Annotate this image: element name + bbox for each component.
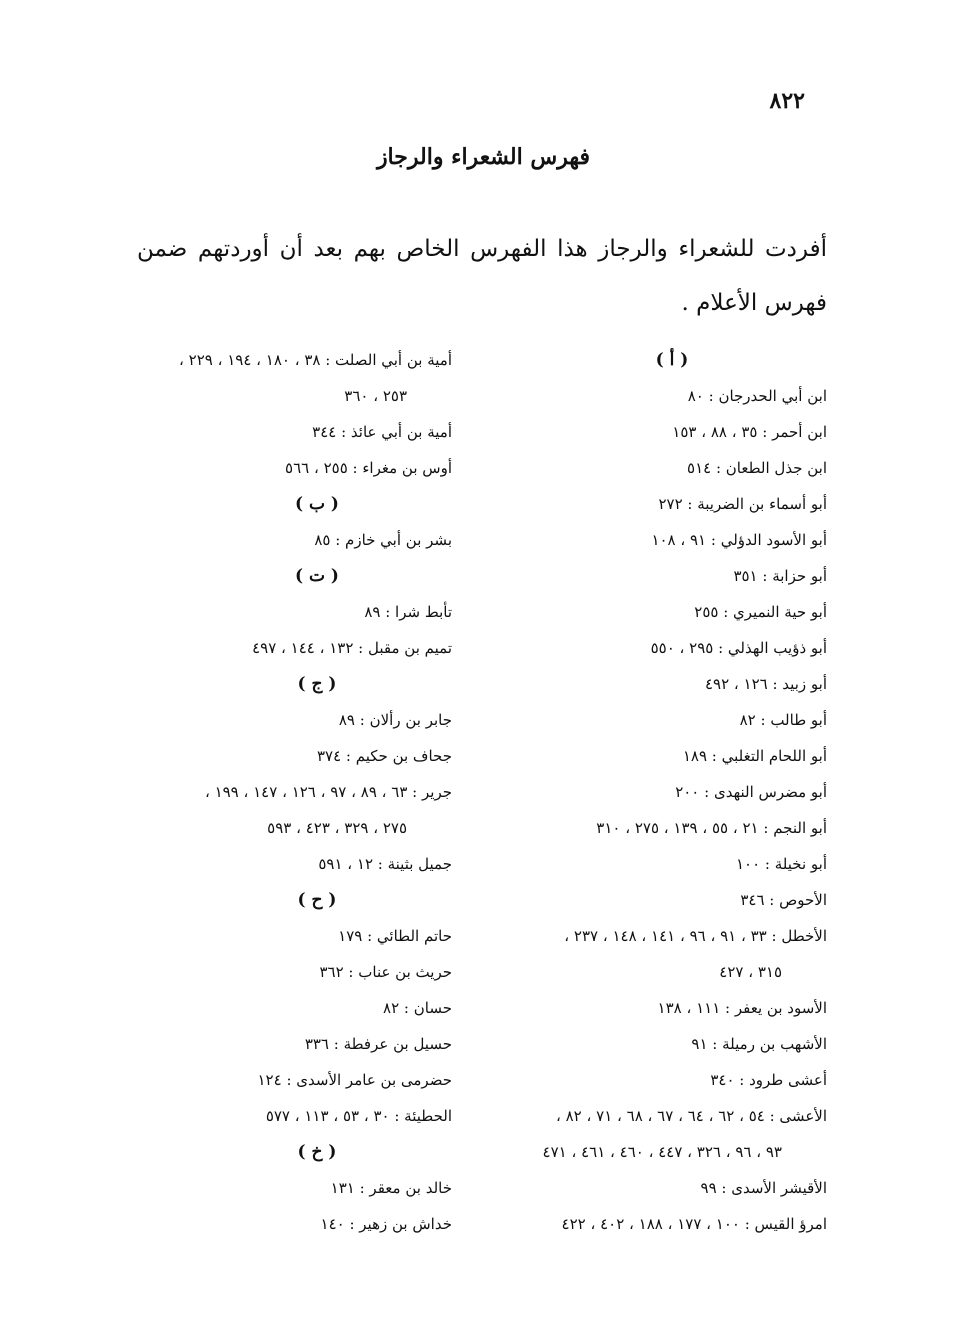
index-entry: جابر بن رألان : ٨٩ [338,711,452,729]
index-entry: ابن أحمر : ٣٥ ، ٨٨ ، ١٥٣ [672,423,827,441]
index-entry: تأبط شرا : ٨٩ [364,603,452,621]
index-entry: أبو طالب : ٨٢ [739,711,827,729]
intro-paragraph: أفردت للشعراء والرجاز هذا الفهرس الخاص بهم بعد أن أوردتهم ضمن فهرس الأعلام . [137,236,827,316]
index-entry: حضرمى بن عامر الأسدى : ١٢٤ [257,1071,452,1089]
index-entry: خداش بن زهير : ١٤٠ [320,1215,452,1233]
index-entry: أبو أسماء بن الضريبة : ٢٧٢ [658,495,827,513]
letter-heading: ( ب ) [295,494,339,514]
index-entry-continuation: ٢٧٥ ، ٣٢٩ ، ٤٢٣ ، ٥٩٣ [267,819,407,837]
index-entry: ابن أبي الحدرجان : ٨٠ [687,387,827,405]
index-column-left [112,342,452,1242]
index-entry: بشر بن أبي خازم : ٨٥ [314,531,452,549]
letter-heading: ( ج ) [297,674,337,694]
letter-heading: ( أ ) [655,350,689,370]
index-entry: حريث بن عناب : ٣٦٢ [319,963,452,981]
index-entry: الأخطل : ٣٣ ، ٩١ ، ٩٦ ، ١٤١ ، ١٤٨ ، ٢٣٧ ، [564,927,827,945]
index-entry: حسان : ٨٢ [383,999,452,1017]
index-entry: الأسود بن يعفر : ١١١ ، ١٣٨ [657,999,827,1017]
index-entry: الحطيئة : ٣٠ ، ٥٣ ، ١١٣ ، ٥٧٧ [265,1107,452,1125]
index-entry: تميم بن مقبل : ١٣٢ ، ١٤٤ ، ٤٩٧ [252,639,452,657]
index-entry: أبو حية النميري : ٢٥٥ [694,603,827,621]
index-entry-continuation: ٢٥٣ ، ٣٦٠ [344,387,407,405]
index-entry: ابن جذل الطعان : ٥١٤ [687,459,827,477]
page-title: فهرس الشعراء والرجاز [376,144,591,170]
index-entry: أعشى طرود : ٣٤٠ [710,1071,827,1089]
index-entry: أبو نخيلة : ١٠٠ [735,855,827,873]
index-entry: الأشهب بن رميلة : ٩١ [691,1035,827,1053]
index-entry-continuation: ٩٣ ، ٩٦ ، ٣٢٦ ، ٤٤٧ ، ٤٦٠ ، ٤٦١ ، ٤٧١ [542,1143,782,1161]
index-entry: أمية بن أبي عائذ : ٣٤٤ [312,423,452,441]
page-number: ٨٢٢ [769,88,805,114]
letter-heading: ( خ ) [297,1142,337,1162]
index-column-right [487,342,827,1242]
index-entry: الأحوص : ٣٤٦ [740,891,827,909]
index-entry: حسيل بن عرفطة : ٣٣٦ [304,1035,452,1053]
index-entry: خالد بن معقر : ١٣١ [330,1179,452,1197]
index-entry: جرير : ٦٣ ، ٨٩ ، ٩٧ ، ١٢٦ ، ١٤٧ ، ١٩٩ ، [204,783,452,801]
index-entry: أبو الأسود الدؤلي : ٩١ ، ١٠٨ [651,531,827,549]
letter-heading: ( ح ) [297,890,337,910]
index-entry: أبو النجم : ٢١ ، ٥٥ ، ١٣٩ ، ٢٧٥ ، ٣١٠ [596,819,827,837]
index-entry: جميل بثينة : ١٢ ، ٥٩١ [318,855,452,873]
index-entry-continuation: ٣١٥ ، ٤٢٧ [719,963,782,981]
index-entry: الأعشى : ٥٤ ، ٦٢ ، ٦٤ ، ٦٧ ، ٦٨ ، ٧١ ، ٨٢ ، [556,1107,827,1125]
index-entry: الأقيشر الأسدى : ٩٩ [700,1179,827,1197]
index-entry: امرؤ القيس : ١٠٠ ، ١٧٧ ، ١٨٨ ، ٤٠٢ ، ٤٢٢ [561,1215,827,1233]
index-entry: أبو ذؤيب الهذلي : ٢٩٥ ، ٥٥٠ [650,639,827,657]
letter-heading: ( ت ) [295,566,339,586]
index-entry: أوس بن مغراء : ٢٥٥ ، ٥٦٦ [285,459,452,477]
index-entry: جحاف بن حكيم : ٣٧٤ [316,747,452,765]
index-entry: أمية بن أبي الصلت : ٣٨ ، ١٨٠ ، ١٩٤ ، ٢٢٩ ، [179,351,452,369]
index-entry: أبو حزابة : ٣٥١ [733,567,827,585]
index-entry: أبو اللحام التغلبي : ١٨٩ [682,747,827,765]
index-entry: أبو زبيد : ١٢٦ ، ٤٩٢ [704,675,827,693]
index-entry: حاتم الطائي : ١٧٩ [338,927,452,945]
index-entry: أبو مضرس النهدى : ٢٠٠ [675,783,827,801]
